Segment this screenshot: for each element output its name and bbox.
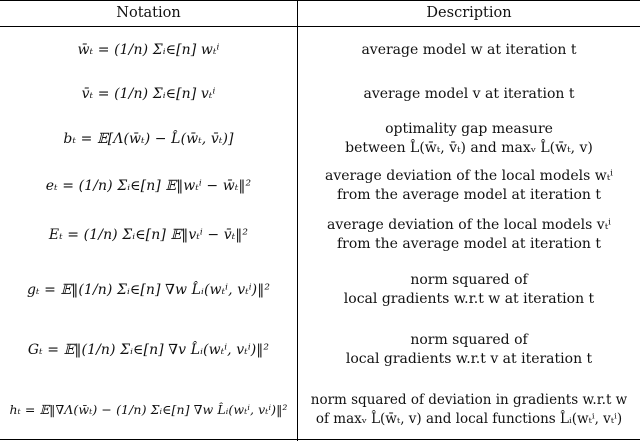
table-row bbox=[0, 260, 640, 320]
notation-formula: gₜ = 𝔼‖(1/n) Σᵢ∈[n] ∇w L̂ᵢ(wₜⁱ, vₜⁱ)‖² bbox=[26, 282, 271, 298]
table-row bbox=[0, 116, 640, 162]
description-line: local gradients w.r.t v at iteration t bbox=[345, 351, 593, 367]
table-row bbox=[0, 320, 640, 380]
top-rule bbox=[0, 0, 640, 1]
description-line: norm squared of bbox=[410, 332, 528, 348]
description-line: norm squared of deviation in gradients w.r.t w bbox=[310, 391, 628, 408]
description-line: average deviation of the local models vₜⁱ bbox=[327, 217, 611, 233]
header-notation: Notation bbox=[116, 5, 181, 21]
table-row bbox=[0, 28, 640, 72]
description-line: local gradients w.r.t w at iteration t bbox=[343, 291, 595, 307]
header-description: Description bbox=[426, 5, 512, 21]
notation-formula: hₜ = 𝔼‖∇Λ(w̄ₜ) − (1/n) Σᵢ∈[n] ∇w L̂ᵢ(wₜⁱ, vₜⁱ)‖² bbox=[9, 402, 288, 417]
notation-formula: w̄ₜ = (1/n) Σᵢ∈[n] wₜⁱ bbox=[77, 42, 220, 58]
table-row bbox=[0, 162, 640, 210]
table-row bbox=[0, 380, 640, 439]
table-row bbox=[0, 210, 640, 260]
description-line: of maxᵥ L̂(w̄ₜ, v) and local functions L̂ᵢ(wₜⁱ, vₜⁱ) bbox=[315, 410, 623, 427]
description-line: from the average model at iteration t bbox=[336, 236, 602, 252]
notation-formula: bₜ = 𝔼[Λ(w̄ₜ) − L̂(w̄ₜ, v̄ₜ)] bbox=[63, 131, 234, 147]
description-line: average model v at iteration t bbox=[363, 85, 575, 102]
header-rule bbox=[0, 26, 640, 27]
table-row bbox=[0, 72, 640, 116]
description-line: between L̂(w̄ₜ, v̄ₜ) and maxᵥ L̂(w̄ₜ, v) bbox=[345, 140, 593, 156]
description-line: average deviation of the local models wₜⁱ bbox=[324, 168, 614, 184]
description-line: average model w at iteration t bbox=[361, 41, 577, 58]
notation-formula: Eₜ = (1/n) Σᵢ∈[n] 𝔼‖vₜⁱ − v̄ₜ‖² bbox=[48, 227, 249, 243]
notation-formula: v̄ₜ = (1/n) Σᵢ∈[n] vₜⁱ bbox=[81, 86, 216, 102]
bottom-rule bbox=[0, 439, 640, 440]
description-line: norm squared of bbox=[410, 272, 528, 288]
notation-formula: Gₜ = 𝔼‖(1/n) Σᵢ∈[n] ∇v L̂ᵢ(wₜⁱ, vₜⁱ)‖² bbox=[27, 342, 270, 358]
description-line: from the average model at iteration t bbox=[336, 187, 602, 203]
description-line: optimality gap measure bbox=[385, 121, 553, 137]
notation-formula: eₜ = (1/n) Σᵢ∈[n] 𝔼‖wₜⁱ − w̄ₜ‖² bbox=[45, 178, 252, 194]
